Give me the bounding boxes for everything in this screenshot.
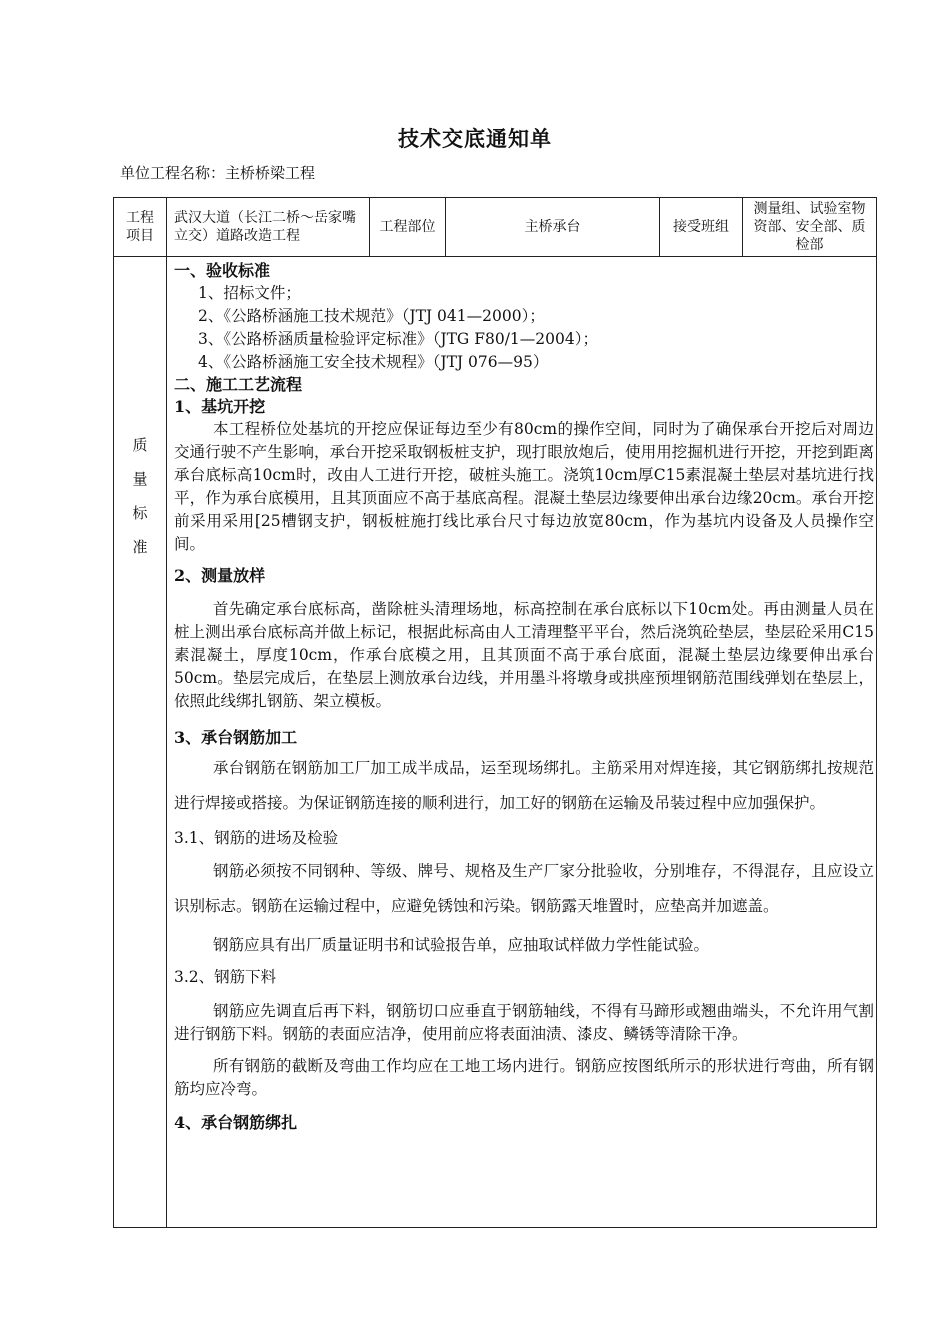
row-divider <box>114 256 876 257</box>
part-label: 工程部位 <box>379 219 436 235</box>
heading-excavation: 1、基坑开挖 <box>174 397 266 416</box>
heading-rebar-binding: 4、承台钢筋绑扎 <box>174 1113 298 1132</box>
paragraph-rebar-inspection: 钢筋必须按不同钢种、等级、牌号、规格及生产厂家分批验收，分别堆存，不得混存，且应设立识别标志。钢筋在运输过程中，应避免锈蚀和污染。钢筋露天堆置时，应垫高并加遮盖。 <box>174 862 874 915</box>
paragraph-rebar-processing: 承台钢筋在钢筋加工厂加工成半成品，运至现场绑扎。主筋采用对焊连接，其它钢筋绑扎按规范进行焊接或搭接。为保证钢筋连接的顺利进行，加工好的钢筋在运输及吊装过程中应加强保护。 <box>174 759 874 812</box>
paragraph-rebar-cutting: 钢筋应先调直后再下料，钢筋切口应垂直于钢筋轴线，不得有马蹄形或翘曲端头，不允许用气割进行钢筋下料。钢筋的表面应洁净，使用前应将表面油渍、漆皮、鳞锈等清除干净。 <box>174 1002 874 1043</box>
paragraph-rebar-bending: 所有钢筋的截断及弯曲工作均应在工地工场内进行。钢筋应按图纸所示的形状进行弯曲，所有钢筋均应冷弯。 <box>174 1057 874 1098</box>
paragraph-survey: 首先确定承台底标高，凿除桩头清理场地，标高控制在承台底标以下10cm处。再由测量人员在桩上测出承台底标高并做上标记，根据此标高由人工清理整平平台，然后浇筑砼垫层，垫层砼采用C15素混凝土，厚度10cm，作承台底模之用，且其顶面不高于承台底面，混凝土垫层边缘要伸出承台50cm。垫层完成后，在垫层上测放承台边线，并用墨斗将墩身或拱座预埋钢筋范围线弹划在垫层上，依照此线绑扎钢筋、架立模板。 <box>174 600 874 710</box>
list-item: 3、《公路桥涵质量检验评定标准》（JTG F80/1—2004）； <box>198 330 598 348</box>
content-body <box>174 260 874 1134</box>
side-char: 准 <box>132 538 148 556</box>
document-title: 技术交底通知单 <box>398 126 552 151</box>
heading-rebar-processing: 3、承台钢筋加工 <box>174 728 298 747</box>
side-char: 标 <box>132 504 148 522</box>
unit-project-name: 单位工程名称：主桥桥梁工程 <box>120 164 316 182</box>
heading-rebar-cutting: 3.2、钢筋下料 <box>174 968 277 986</box>
team-label: 接受班组 <box>673 219 729 235</box>
part-value: 主桥承台 <box>524 219 581 235</box>
list-item: 1、招标文件； <box>198 284 301 302</box>
side-char: 量 <box>132 470 148 488</box>
paragraph-excavation: 本工程桥位处基坑的开挖应保证每边至少有80cm的操作空间，同时为了确保承台开挖后对周边交通行驶不产生影响，承台开挖采取钢板桩支护，现打眼放炮后，使用用挖掘机进行开挖，开挖到距离承台底标高10cm时，改由人工进行开挖，破桩头施工。浇筑10cm厚C15素混凝土垫层对基坑进行找平，作为承台底模用，且其顶面应不高于基底高程。混凝土垫层边缘要伸出承台边缘20cm。承台开挖前采用采用[25槽钢支护，钢板桩施打线比承台尺寸每边放宽80cm，作为基坑内设备及人员操作空间。 <box>174 420 874 553</box>
notice-table <box>113 197 877 1228</box>
section-title-acceptance: 一、验收标准 <box>174 261 271 280</box>
column-divider <box>742 198 743 256</box>
side-char: 质 <box>132 436 148 454</box>
heading-rebar-inspection: 3.1、钢筋的进场及检验 <box>174 829 339 847</box>
column-divider <box>166 198 167 1227</box>
project-label: 工程项目 <box>126 210 154 244</box>
list-item: 2、《公路桥涵施工技术规范》（JTJ 041—2000）； <box>198 307 545 325</box>
quality-standard-label <box>114 428 166 564</box>
team-value: 测量组、试验室物资部、安全部、质检部 <box>753 201 866 253</box>
project-value: 武汉大道（长江二桥～岳家嘴立交）道路改造工程 <box>174 210 356 244</box>
paragraph-rebar-certificate: 钢筋应具有出厂质量证明书和试验报告单，应抽取试样做力学性能试验。 <box>213 936 710 954</box>
heading-survey: 2、测量放样 <box>174 566 266 585</box>
list-item: 4、《公路桥涵施工安全技术规程》（JTJ 076—95） <box>198 353 549 371</box>
section-title-process: 二、施工工艺流程 <box>174 375 303 394</box>
